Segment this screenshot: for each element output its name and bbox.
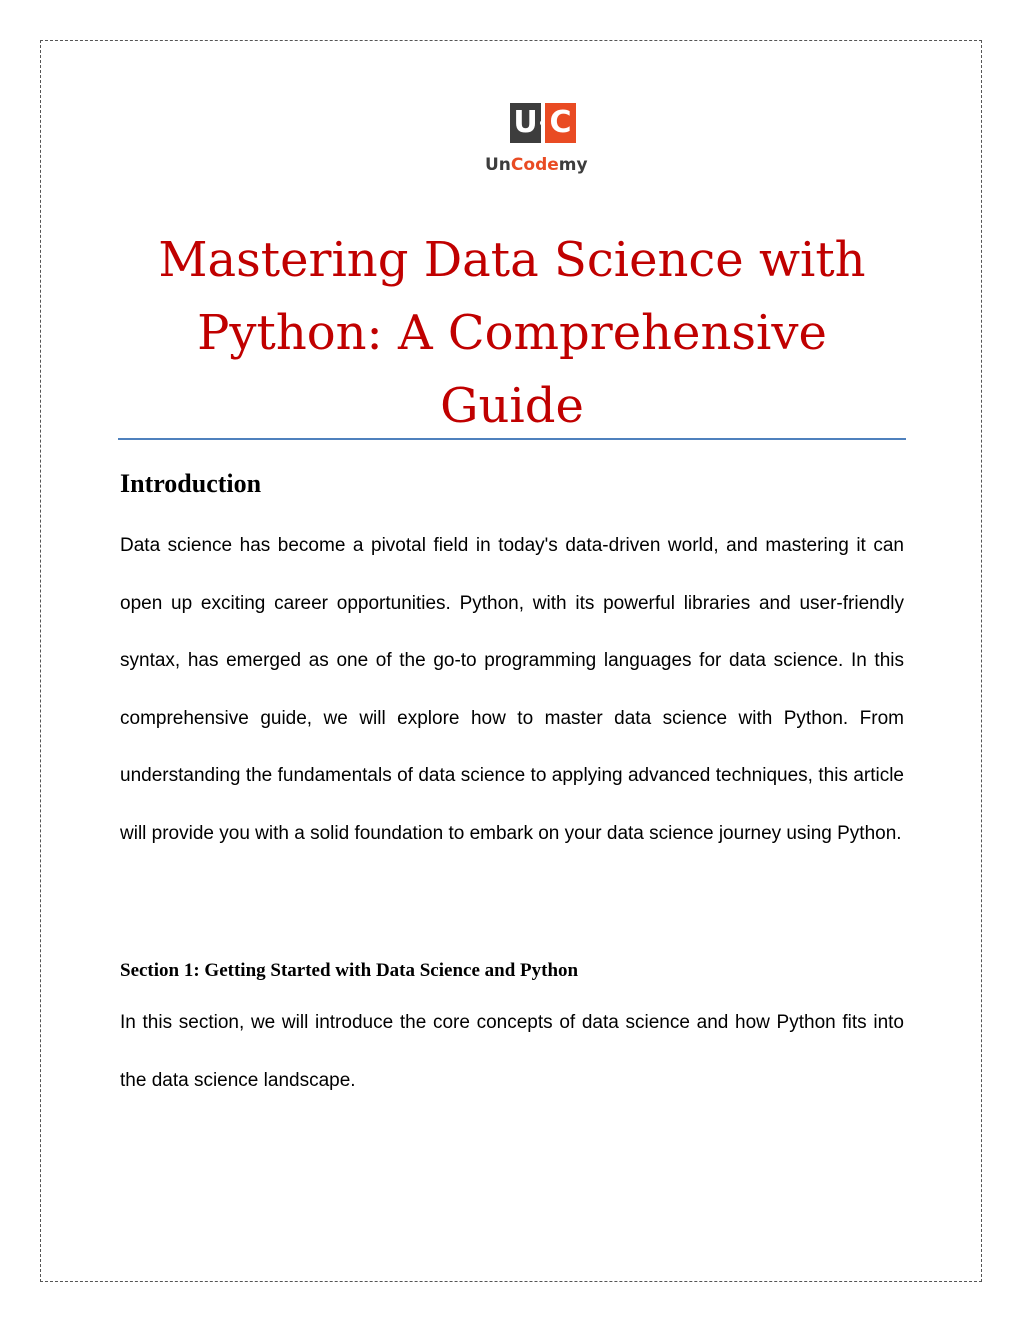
title-underline-rule bbox=[118, 438, 906, 440]
section-1-paragraph: In this section, we will introduce the core concepts of data science and how Python fits into the data science landscape. bbox=[120, 1012, 904, 1091]
logo-letter-c: C bbox=[545, 103, 576, 143]
logo-mark bbox=[510, 103, 576, 143]
introduction-paragraph: Data science has become a pivotal field in today's data-driven world, and mastering it can open up exciting career opportunities. Python, with its powerful libraries and user-friendly syntax, has emerged as one of the go-to programming languages for data science. In this comprehensive guide, we will explore how to master data science with Python. From understanding the fundamentals of data science to applying advanced techniques, this article will provide you with a solid foundation to embark on your data science journey using Python. bbox=[120, 535, 904, 844]
logo-letter-u: U bbox=[510, 103, 541, 143]
logo-wordmark bbox=[485, 155, 601, 175]
uncodemy-logo bbox=[469, 103, 601, 179]
heading-introduction: Introduction bbox=[120, 469, 262, 498]
logo-wordmark-my: my bbox=[558, 155, 588, 175]
logo-wordmark-un: Un bbox=[485, 155, 511, 175]
document-title: Mastering Data Science with Python: A Comprehensive Guide bbox=[158, 232, 866, 434]
heading-section-1: Section 1: Getting Started with Data Science and Python bbox=[120, 960, 579, 981]
logo-wordmark-code: Code bbox=[510, 155, 559, 175]
